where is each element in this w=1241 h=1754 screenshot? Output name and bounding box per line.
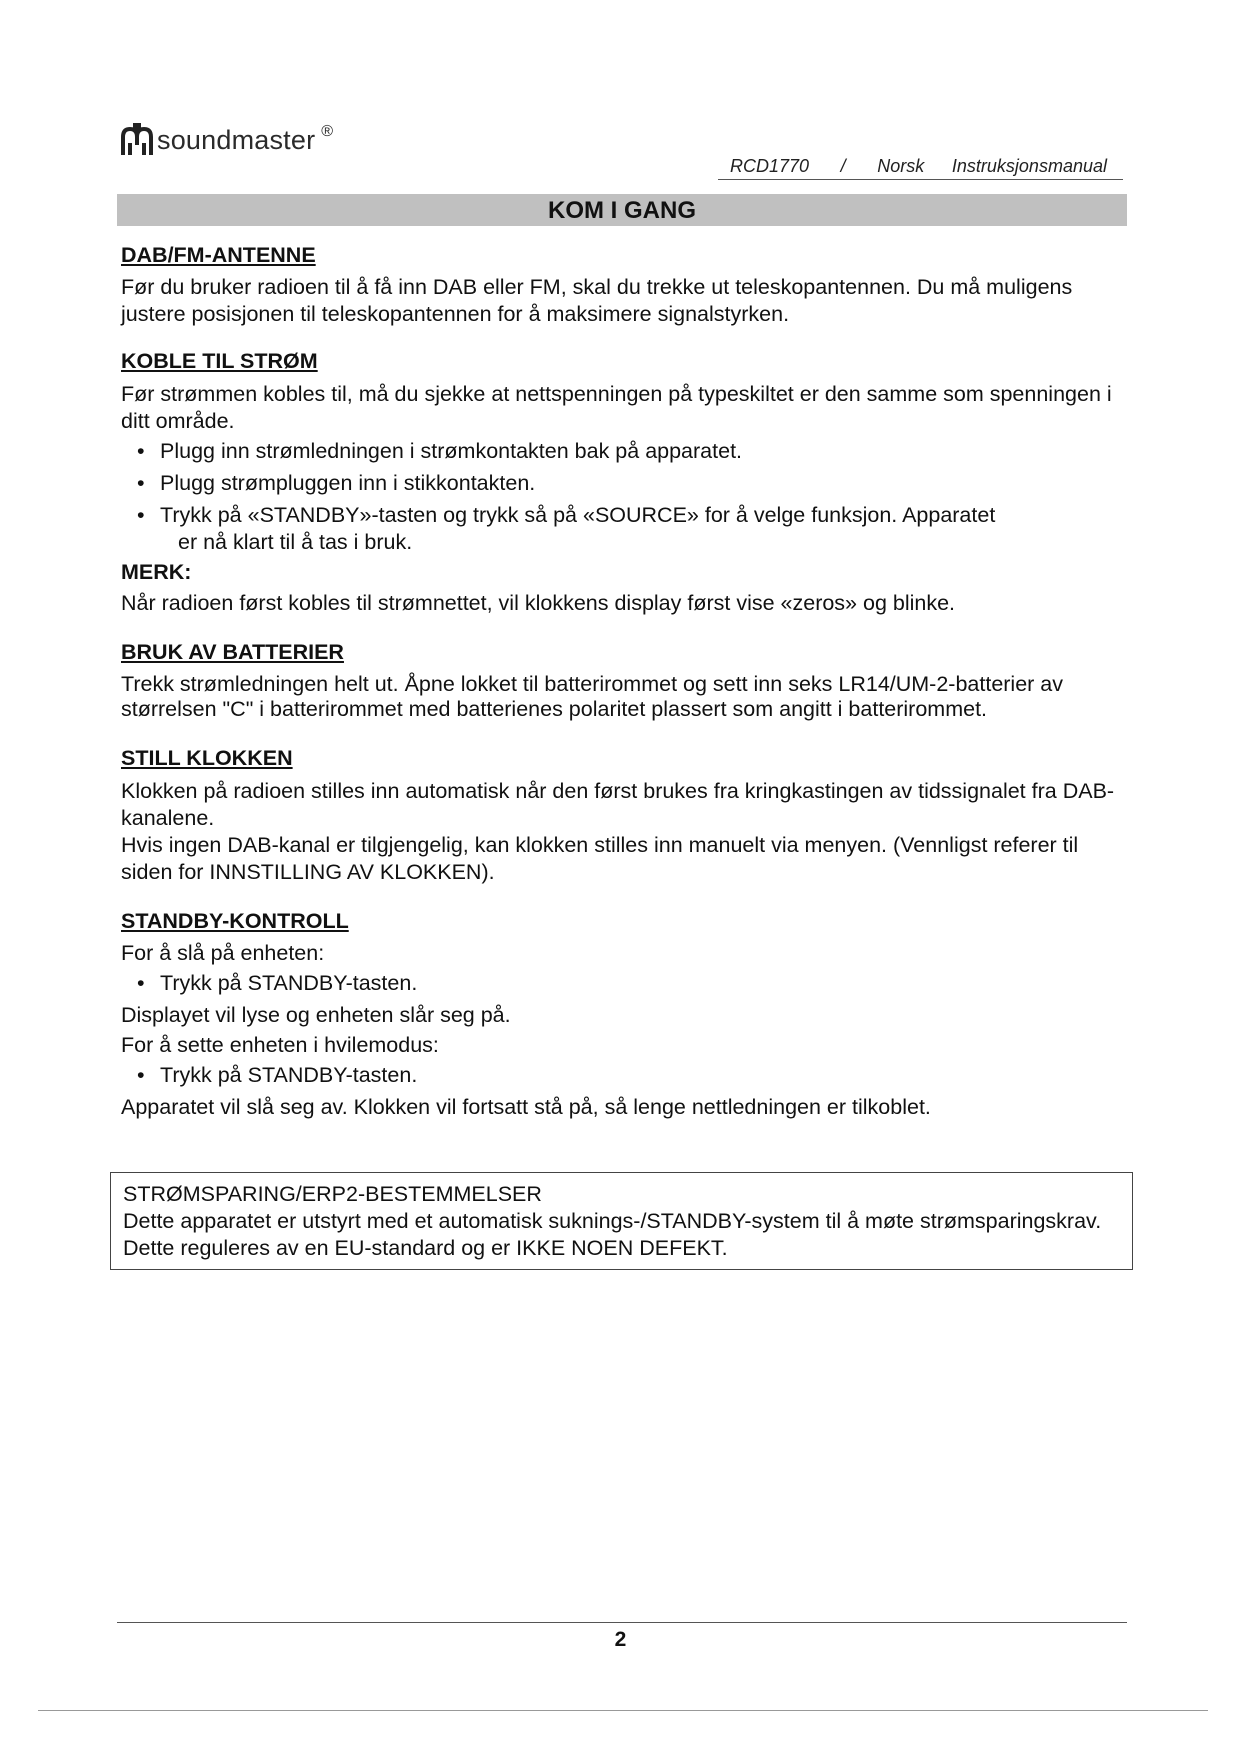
- note-heading: MERK:: [121, 560, 192, 584]
- list-item-continuation: er nå klart til å tas i bruk.: [178, 530, 413, 554]
- list-item: [121, 470, 1121, 497]
- paragraph: Før du bruker radioen til å få inn DAB eller FM, skal du trekke ut teleskopantennen. Du må muligens justere posisjonen til teleskopantennen for å maksimere signalstyrken.: [121, 275, 1073, 326]
- section-heading: KOBLE TIL STRØM: [121, 349, 318, 373]
- soundmaster-logo-icon: [120, 123, 154, 157]
- section-standby: [121, 908, 1121, 1121]
- bullet-list: [121, 970, 1121, 997]
- paragraph: Trekk strømledningen helt ut. Åpne lokket til batterirommet og sett inn seks LR14/UM-2-batterier av størrelsen "C" i batterirommet med batterienes polaritet plassert som angitt i batterirommet.: [121, 672, 1064, 721]
- paragraph: For å sette enheten i hvilemodus:: [121, 1033, 439, 1057]
- list-item: [121, 502, 1121, 556]
- section-heading: DAB/FM-ANTENNE: [121, 243, 316, 267]
- section-antenna: [121, 242, 1121, 328]
- notice-title: STRØMSPARING/ERP2-BESTEMMELSER: [123, 1182, 542, 1206]
- brand-name: soundmaster: [157, 124, 316, 155]
- notice-text: Dette apparatet er utstyrt med et automatisk suknings-/STANDBY-system til å møte strømsparingskrav. Dette reguleres av en EU-standard og er IKKE NOEN DEFEKT.: [123, 1209, 1102, 1260]
- list-item: [121, 970, 1121, 997]
- list-item-text: Trykk på «STANDBY»-tasten og trykk så på «SOURCE» for å velge funksjon. Apparatet: [160, 503, 996, 527]
- list-item: [121, 1062, 1121, 1089]
- page-title: KOM I GANG: [117, 194, 1127, 226]
- list-item-text: Trykk på STANDBY-tasten.: [160, 971, 418, 995]
- list-item-text: Plugg inn strømledningen i strømkontakten bak på apparatet.: [160, 439, 743, 463]
- bullet-list: [121, 1062, 1121, 1089]
- paragraph: Klokken på radioen stilles inn automatisk når den først brukes fra kringkastingen av tidssignalet fra DAB-kanalene.: [121, 779, 1115, 830]
- note-text: Når radioen først kobles til strømnettet, vil klokkens display først vise «zeros» og blinke.: [121, 591, 956, 615]
- bullet-icon: •: [137, 1063, 145, 1087]
- section-clock: [121, 745, 1121, 886]
- model-number: RCD1770: [730, 156, 810, 176]
- paragraph: Apparatet vil slå seg av. Klokken vil fortsatt stå på, så lenge nettledningen er tilkoblet.: [121, 1095, 931, 1119]
- registered-mark: ®: [321, 123, 334, 140]
- page-number: 2: [614, 1628, 627, 1651]
- language-label: Norsk: [877, 156, 925, 176]
- section-heading: BRUK AV BATTERIER: [121, 640, 344, 664]
- list-item-text: Plugg strømpluggen inn i stikkontakten.: [160, 471, 536, 495]
- bullet-icon: •: [137, 439, 145, 463]
- list-item: [121, 438, 1121, 465]
- paragraph: For å slå på enheten:: [121, 941, 325, 965]
- paragraph: Hvis ingen DAB-kanal er tilgjengelig, kan klokken stilles inn manuelt via menyen. (Vennligst referer til siden for INNSTILLING AV KLOKKEN).: [121, 833, 1079, 884]
- bullet-list: [121, 438, 1121, 556]
- header-separator: /: [840, 156, 846, 176]
- list-item-text: Trykk på STANDBY-tasten.: [160, 1063, 418, 1087]
- section-power: [121, 348, 1121, 617]
- bottom-divider: [38, 1710, 1208, 1711]
- section-heading: STANDBY-KONTROLL: [121, 909, 349, 933]
- section-battery: [121, 639, 1121, 722]
- document-type: Instruksjonsmanual: [951, 156, 1107, 176]
- bullet-icon: •: [137, 971, 145, 995]
- paragraph: Displayet vil lyse og enheten slår seg på.: [121, 1003, 511, 1027]
- notice-box: [110, 1172, 1133, 1270]
- bullet-icon: •: [137, 471, 145, 495]
- document-header: [718, 156, 1123, 180]
- paragraph: Før strømmen kobles til, må du sjekke at nettspenningen på typeskiltet er den samme som spenningen i ditt område.: [121, 382, 1112, 433]
- brand-logo: [120, 118, 333, 162]
- section-heading: STILL KLOKKEN: [121, 746, 293, 770]
- main-content: [121, 242, 1121, 1135]
- bullet-icon: •: [137, 503, 145, 527]
- footer-divider: [117, 1622, 1127, 1623]
